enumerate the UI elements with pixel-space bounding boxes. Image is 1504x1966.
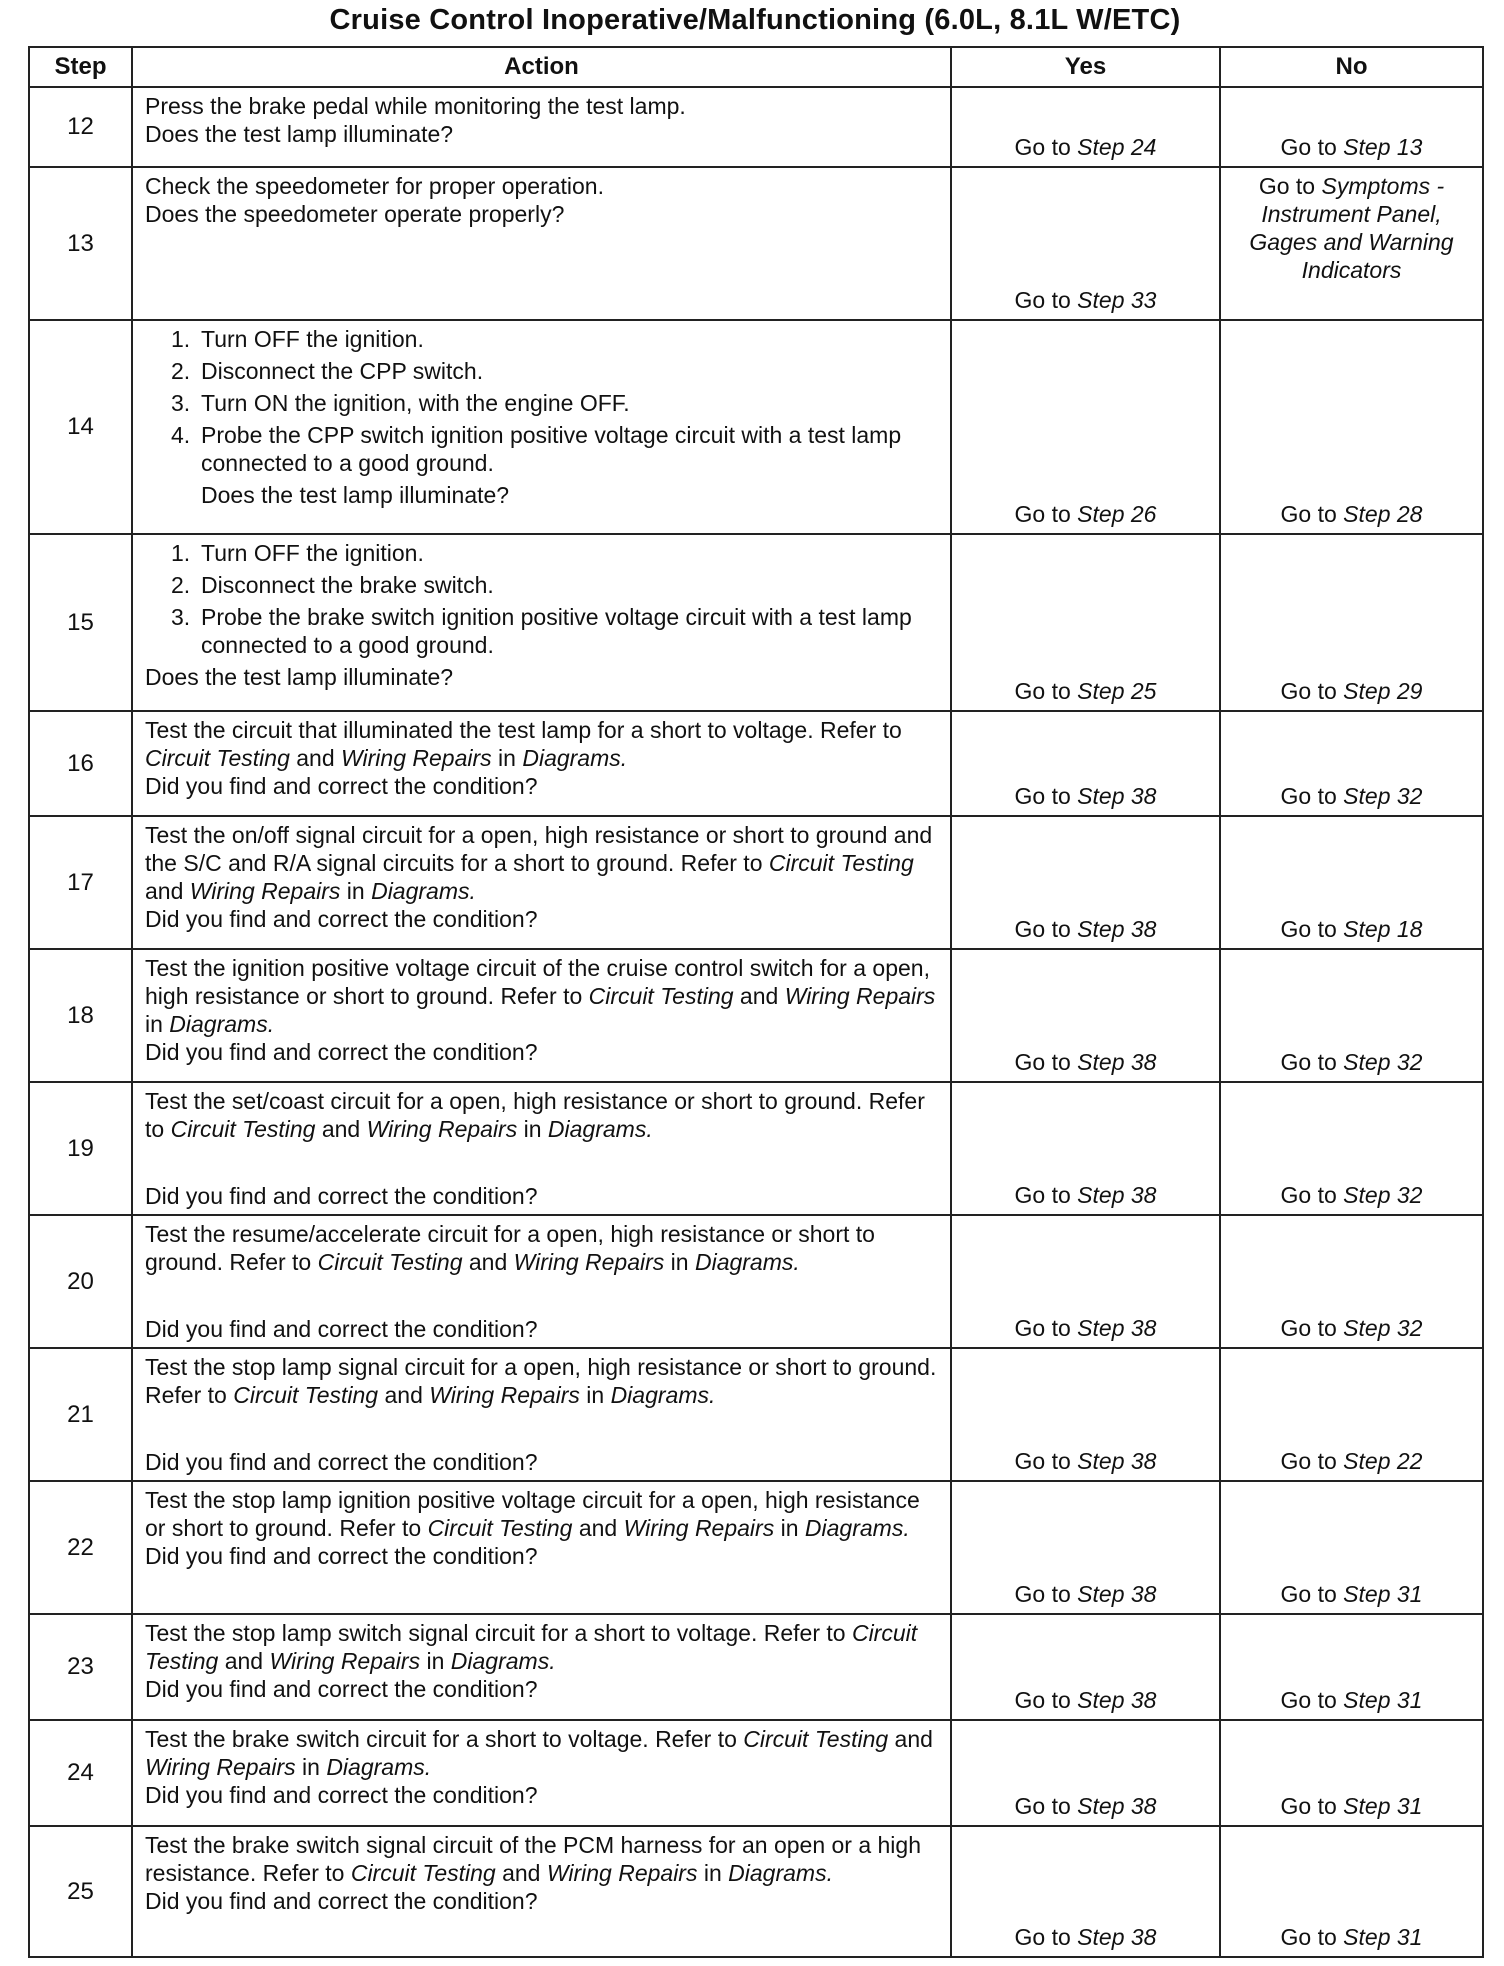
no-target: Step 32 — [1343, 783, 1423, 809]
yes-target: Step 24 — [1077, 134, 1157, 160]
substep: 3. Turn ON the ignition, with the engine OFF. — [171, 390, 630, 416]
outcome-prefix: Go to — [1014, 1793, 1071, 1819]
step-number: 13 — [29, 167, 132, 320]
table-row — [29, 1082, 1483, 1215]
yes-cell — [951, 534, 1220, 711]
no-cell — [1220, 1082, 1483, 1215]
substep: 1. Turn OFF the ignition. — [171, 540, 424, 566]
yes-target: Step 38 — [1077, 1315, 1157, 1341]
step-number: 18 — [29, 949, 132, 1082]
yes-cell — [951, 1614, 1220, 1720]
no-cell — [1220, 1215, 1483, 1348]
table-row — [29, 816, 1483, 949]
outcome-prefix: Go to — [1280, 134, 1337, 160]
outcome-prefix: Go to — [1258, 173, 1316, 199]
outcome-prefix: Go to — [1014, 1315, 1071, 1341]
action-cell — [132, 534, 951, 711]
step-number: 17 — [29, 816, 132, 949]
yes-target: Step 38 — [1077, 1793, 1157, 1819]
action-column-header: Action — [132, 47, 951, 87]
no-cell — [1220, 1614, 1483, 1720]
action-text: Test the set/coast circuit for a open, high resistance or short to ground. Refer to Circuit Testing and Wiring Repairs in Diagrams. — [145, 1088, 925, 1142]
action-cell — [132, 1215, 951, 1348]
question-text: Does the test lamp illuminate? — [145, 121, 454, 147]
question-text: Did you find and correct the condition? — [145, 906, 538, 932]
step-number: 14 — [29, 320, 132, 534]
yes-target: Step 33 — [1077, 287, 1157, 313]
outcome-prefix: Go to — [1280, 1049, 1337, 1075]
yes-target: Step 38 — [1077, 1182, 1157, 1208]
action-cell — [132, 1826, 951, 1957]
action-text: Test the on/off signal circuit for a open, high resistance or short to ground and the S/C and R/A signal circuits for a short to ground. Refer to Circuit Testing and Wiring Repairs in Diagrams. — [145, 822, 933, 904]
substep-list — [145, 539, 942, 659]
outcome-prefix: Go to — [1014, 1581, 1071, 1607]
outcome-prefix: Go to — [1280, 1924, 1337, 1950]
outcome-prefix: Go to — [1280, 916, 1337, 942]
no-cell — [1220, 1348, 1483, 1481]
yes-cell — [951, 1348, 1220, 1481]
no-cell — [1220, 320, 1483, 534]
action-cell — [132, 1348, 951, 1481]
yes-cell — [951, 816, 1220, 949]
no-cell — [1220, 711, 1483, 816]
table-row — [29, 1826, 1483, 1957]
yes-target: Step 38 — [1077, 1049, 1157, 1075]
yes-cell — [951, 1215, 1220, 1348]
step-number: 22 — [29, 1481, 132, 1614]
action-cell — [132, 87, 951, 167]
no-target: Symptoms - Instrument Panel, Gages and Warning Indicators — [1249, 173, 1454, 283]
no-cell — [1220, 1481, 1483, 1614]
table-row — [29, 87, 1483, 167]
outcome-prefix: Go to — [1014, 1924, 1071, 1950]
no-cell — [1220, 534, 1483, 711]
no-target: Step 31 — [1343, 1581, 1423, 1607]
outcome-prefix: Go to — [1014, 783, 1071, 809]
no-target: Step 29 — [1343, 678, 1423, 704]
question-text: Did you find and correct the condition? — [145, 1183, 538, 1209]
yes-target: Step 38 — [1077, 1924, 1157, 1950]
page-title: Cruise Control Inoperative/Malfunctioning (6.0L, 8.1L W/ETC) — [329, 4, 1181, 36]
action-cell — [132, 1082, 951, 1215]
header-row — [29, 47, 1483, 87]
action-text: Test the stop lamp switch signal circuit for a short to voltage. Refer to Circuit Testing and Wiring Repairs in Diagrams. — [145, 1620, 918, 1674]
action-text: Press the brake pedal while monitoring the test lamp. — [145, 93, 686, 119]
action-cell — [132, 1720, 951, 1826]
yes-cell — [951, 711, 1220, 816]
no-column-header: No — [1220, 47, 1483, 87]
outcome-prefix: Go to — [1280, 1448, 1337, 1474]
step-number: 16 — [29, 711, 132, 816]
no-target: Step 32 — [1343, 1315, 1423, 1341]
step-number: 23 — [29, 1614, 132, 1720]
yes-cell — [951, 320, 1220, 534]
yes-cell — [951, 1826, 1220, 1957]
step-number: 12 — [29, 87, 132, 167]
substep: 2. Disconnect the CPP switch. — [171, 358, 484, 384]
no-target: Step 32 — [1343, 1182, 1423, 1208]
yes-target: Step 26 — [1077, 501, 1157, 527]
outcome-prefix: Go to — [1280, 783, 1337, 809]
no-target: Step 13 — [1343, 134, 1423, 160]
substep-list — [145, 325, 942, 477]
substep: 2. Disconnect the brake switch. — [171, 572, 494, 598]
action-text: Test the resume/accelerate circuit for a open, high resistance or short to ground. Refer to Circuit Testing and Wiring Repairs in Diagrams. — [145, 1221, 875, 1275]
table-row — [29, 1348, 1483, 1481]
table-row — [29, 1215, 1483, 1348]
action-cell — [132, 711, 951, 816]
action-text: Test the circuit that illuminated the test lamp for a short to voltage. Refer to Circuit Testing and Wiring Repairs in Diagrams. — [145, 717, 902, 771]
action-cell — [132, 816, 951, 949]
table-row — [29, 949, 1483, 1082]
action-text: Test the ignition positive voltage circuit of the cruise control switch for a open, high resistance or short to ground. Refer to Circuit Testing and Wiring Repairs in Diagrams. — [145, 955, 936, 1037]
table-row — [29, 534, 1483, 711]
action-cell — [132, 1481, 951, 1614]
yes-cell — [951, 167, 1220, 320]
outcome-prefix: Go to — [1280, 1315, 1337, 1341]
action-cell — [132, 949, 951, 1082]
action-cell — [132, 167, 951, 320]
no-cell — [1220, 816, 1483, 949]
outcome-prefix: Go to — [1014, 134, 1071, 160]
action-text: Test the stop lamp signal circuit for a open, high resistance or short to ground. Refer to Circuit Testing and Wiring Repairs in Diagrams. — [145, 1354, 937, 1408]
outcome-prefix: Go to — [1014, 287, 1071, 313]
outcome-prefix: Go to — [1014, 916, 1071, 942]
no-target: Step 31 — [1343, 1924, 1423, 1950]
substep: 3. Probe the brake switch ignition positive voltage circuit with a test lamp connected to a good ground. — [171, 604, 912, 658]
question-text: Did you find and correct the condition? — [145, 1449, 538, 1475]
question-text: Did you find and correct the condition? — [145, 1888, 538, 1914]
outcome-prefix: Go to — [1280, 501, 1337, 527]
question-text: Does the speedometer operate properly? — [145, 201, 565, 227]
yes-cell — [951, 949, 1220, 1082]
yes-target: Step 25 — [1077, 678, 1157, 704]
no-target: Step 31 — [1343, 1687, 1423, 1713]
table-row — [29, 1720, 1483, 1826]
yes-target: Step 38 — [1077, 1581, 1157, 1607]
no-target: Step 28 — [1343, 501, 1423, 527]
question-text: Did you find and correct the condition? — [145, 1039, 538, 1065]
question-text: Did you find and correct the condition? — [145, 1782, 538, 1808]
yes-cell — [951, 1720, 1220, 1826]
outcome-prefix: Go to — [1280, 1581, 1337, 1607]
table-row — [29, 711, 1483, 816]
step-column-header: Step — [29, 47, 132, 87]
no-cell — [1220, 1720, 1483, 1826]
outcome-prefix: Go to — [1014, 501, 1071, 527]
table-row — [29, 320, 1483, 534]
step-number: 20 — [29, 1215, 132, 1348]
action-cell — [132, 1614, 951, 1720]
action-text: Test the stop lamp ignition positive voltage circuit for a open, high resistance or short to ground. Refer to Circuit Testing and Wiring Repairs in Diagrams. — [145, 1487, 920, 1541]
no-cell — [1220, 1826, 1483, 1957]
step-number: 21 — [29, 1348, 132, 1481]
yes-target: Step 38 — [1077, 1687, 1157, 1713]
action-text: Test the brake switch circuit for a short to voltage. Refer to Circuit Testing and Wiring Repairs in Diagrams. — [145, 1726, 933, 1780]
diagnostic-table — [28, 46, 1484, 1958]
outcome-prefix: Go to — [1280, 1793, 1337, 1819]
no-target: Step 31 — [1343, 1793, 1423, 1819]
outcome-prefix: Go to — [1280, 1687, 1337, 1713]
question-text: Did you find and correct the condition? — [145, 1543, 538, 1569]
step-number: 19 — [29, 1082, 132, 1215]
yes-target: Step 38 — [1077, 916, 1157, 942]
no-target: Step 18 — [1343, 916, 1423, 942]
outcome-prefix: Go to — [1014, 1448, 1071, 1474]
question-text: Did you find and correct the condition? — [145, 1676, 538, 1702]
action-cell — [132, 320, 951, 534]
yes-cell — [951, 87, 1220, 167]
action-text: Test the brake switch signal circuit of the PCM harness for an open or a high resistance. Refer to Circuit Testing and Wiring Repairs in Diagrams. — [145, 1832, 922, 1886]
table-row — [29, 1481, 1483, 1614]
action-text: Check the speedometer for proper operation. — [145, 173, 604, 199]
no-target: Step 32 — [1343, 1049, 1423, 1075]
no-cell — [1220, 167, 1483, 320]
table-row — [29, 1614, 1483, 1720]
yes-cell — [951, 1082, 1220, 1215]
outcome-prefix: Go to — [1014, 1049, 1071, 1075]
step-number: 24 — [29, 1720, 132, 1826]
outcome-prefix: Go to — [1014, 678, 1071, 704]
step-number: 25 — [29, 1826, 132, 1957]
step-number: 15 — [29, 534, 132, 711]
yes-target: Step 38 — [1077, 783, 1157, 809]
no-cell — [1220, 87, 1483, 167]
yes-column-header: Yes — [951, 47, 1220, 87]
question-text: Did you find and correct the condition? — [145, 773, 538, 799]
question-text: Did you find and correct the condition? — [145, 1316, 538, 1342]
table-row — [29, 167, 1483, 320]
no-target: Step 22 — [1343, 1448, 1423, 1474]
outcome-prefix: Go to — [1280, 1182, 1337, 1208]
yes-cell — [951, 1481, 1220, 1614]
substep: 4. Probe the CPP switch ignition positive voltage circuit with a test lamp connected to a good ground. — [171, 422, 902, 476]
outcome-prefix: Go to — [1014, 1687, 1071, 1713]
yes-target: Step 38 — [1077, 1448, 1157, 1474]
no-cell — [1220, 949, 1483, 1082]
question-text: Does the test lamp illuminate? — [201, 482, 510, 508]
substep: 1. Turn OFF the ignition. — [171, 326, 424, 352]
question-text: Does the test lamp illuminate? — [145, 664, 454, 690]
outcome-prefix: Go to — [1014, 1182, 1071, 1208]
outcome-prefix: Go to — [1280, 678, 1337, 704]
